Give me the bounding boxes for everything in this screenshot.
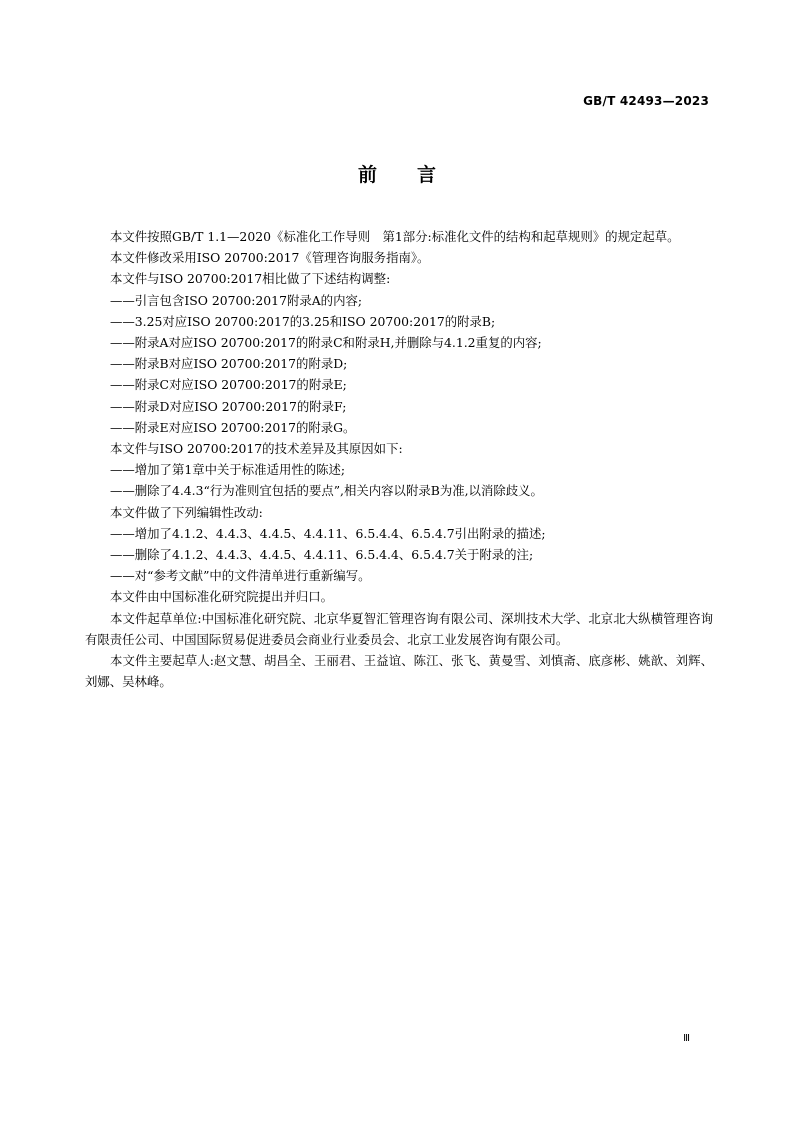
list-item: ——删除了4.1.2、4.4.3、4.4.5、4.4.11、6.5.4.4、6.5.4.7关于附录的注;: [110, 547, 534, 563]
list-item: ——3.25对应ISO 20700:2017的3.25和ISO 20700:2017的附录B;: [110, 313, 496, 329]
paragraph: 本文件做了下列编辑性改动:: [110, 504, 263, 520]
list-item: ——附录D对应ISO 20700:2017的附录F;: [110, 398, 347, 414]
paragraph: 本文件与ISO 20700:2017的技术差异及其原因如下:: [110, 441, 403, 457]
paragraph: 本文件按照GB/T 1.1—2020《标准化工作导则 第1部分:标准化文件的结构和起草规则》的规定起草。: [110, 229, 680, 244]
list-item: ——对“参考文献”中的文件清单进行重新编写。: [110, 568, 371, 584]
paragraph: 本文件修改采用ISO 20700:2017《管理咨询服务指南》。: [110, 250, 430, 266]
foreword-body: [85, 226, 713, 692]
page-title: 前言: [357, 164, 476, 186]
list-item: ——附录B对应ISO 20700:2017的附录D;: [110, 356, 348, 372]
list-item: ——引言包含ISO 20700:2017附录A的内容;: [110, 292, 363, 308]
list-item: ——附录E对应ISO 20700:2017的附录G。: [110, 419, 356, 435]
page-number: Ⅲ: [683, 1033, 690, 1044]
paragraph: 本文件与ISO 20700:2017相比做了下述结构调整:: [110, 271, 391, 287]
list-item: ——删除了4.4.3“行为准则宜包括的要点”,相关内容以附录B为准,以消除歧义。: [110, 483, 543, 499]
list-item: ——增加了第1章中关于标准适用性的陈述;: [110, 462, 346, 478]
paragraph: 本文件由中国标准化研究院提出并归口。: [110, 589, 334, 605]
standard-code: GB/T 42493—2023: [583, 94, 709, 108]
paragraph: 本文件主要起草人:赵文慧、胡昌全、王丽君、王益谊、陈江、张飞、黄曼雪、刘慎斋、底彦彬、姚歆、刘辉、刘娜、吴林峰。: [85, 653, 713, 690]
list-item: ——附录C对应ISO 20700:2017的附录E;: [110, 377, 347, 393]
list-item: ——增加了4.1.2、4.4.3、4.4.5、4.4.11、6.5.4.4、6.5.4.7引出附录的描述;: [110, 525, 546, 541]
list-item: ——附录A对应ISO 20700:2017的附录C和附录H,并删除与4.1.2重复的内容;: [110, 335, 542, 351]
paragraph: 本文件起草单位:中国标准化研究院、北京华夏智汇管理咨询有限公司、深圳技术大学、北京北大纵横管理咨询有限责任公司、中国国际贸易促进委员会商业行业委员会、北京工业发展咨询有限公司。: [85, 610, 713, 647]
